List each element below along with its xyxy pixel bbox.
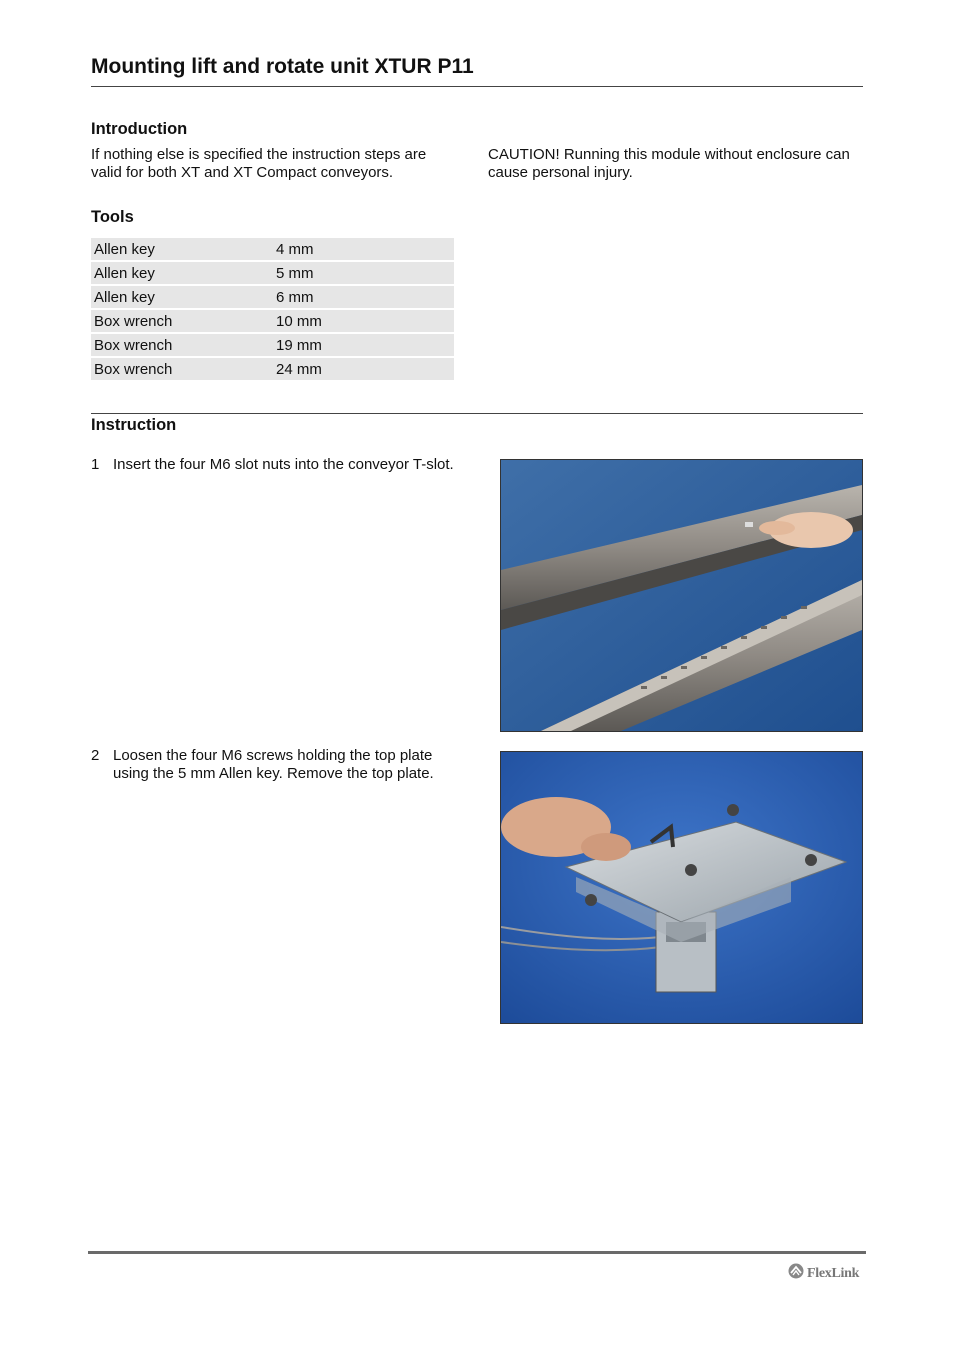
- tools-table-row: [91, 262, 454, 284]
- tools-table-row: [91, 358, 454, 380]
- instruction-heading: Instruction: [91, 416, 177, 434]
- tool-name: Box wrench: [94, 336, 173, 354]
- tools-heading: Tools: [91, 208, 134, 226]
- page-title: Mounting lift and rotate unit XTUR P11: [91, 55, 474, 78]
- caution-text: CAUTION! Running this module without enclosure can cause personal injury.: [488, 146, 850, 181]
- flexlink-logo: [788, 1263, 859, 1284]
- tool-size: 24 mm: [276, 360, 322, 378]
- tool-name: Box wrench: [94, 312, 173, 330]
- flexlink-logo-icon: [788, 1263, 804, 1284]
- tool-name: Box wrench: [94, 360, 173, 378]
- step-number: 1: [91, 456, 100, 473]
- step-2-photo: [500, 751, 863, 1024]
- tool-name: Allen key: [94, 264, 155, 282]
- instruction-divider: [91, 413, 863, 414]
- tool-size: 4 mm: [276, 240, 314, 258]
- introduction-heading: Introduction: [91, 120, 188, 138]
- step-text: Insert the four M6 slot nuts into the conveyor T-slot.: [113, 456, 454, 473]
- tools-table-row: [91, 334, 454, 356]
- footer-divider: [88, 1251, 866, 1254]
- tool-name: Allen key: [94, 288, 155, 306]
- tool-name: Allen key: [94, 240, 155, 258]
- tool-size: 5 mm: [276, 264, 314, 282]
- instruction-step-1: [91, 456, 461, 474]
- tools-table-row: [91, 286, 454, 308]
- tool-size: 19 mm: [276, 336, 322, 354]
- tool-size: 10 mm: [276, 312, 322, 330]
- instruction-step-2: [91, 747, 461, 783]
- title-divider: [91, 86, 863, 87]
- step-1-photo: [500, 459, 863, 732]
- flexlink-logo-text: FlexLink: [807, 1265, 860, 1281]
- tools-table-row: [91, 238, 454, 260]
- tools-table: [91, 238, 454, 382]
- tool-size: 6 mm: [276, 288, 314, 306]
- introduction-text: If nothing else is specified the instruction steps are valid for both XT and XT Compact conveyors.: [91, 146, 427, 181]
- step-number: 2: [91, 747, 100, 764]
- tools-table-row: [91, 310, 454, 332]
- step-text: Loosen the four M6 screws holding the top plate using the 5 mm Allen key. Remove the top plate.: [113, 747, 434, 782]
